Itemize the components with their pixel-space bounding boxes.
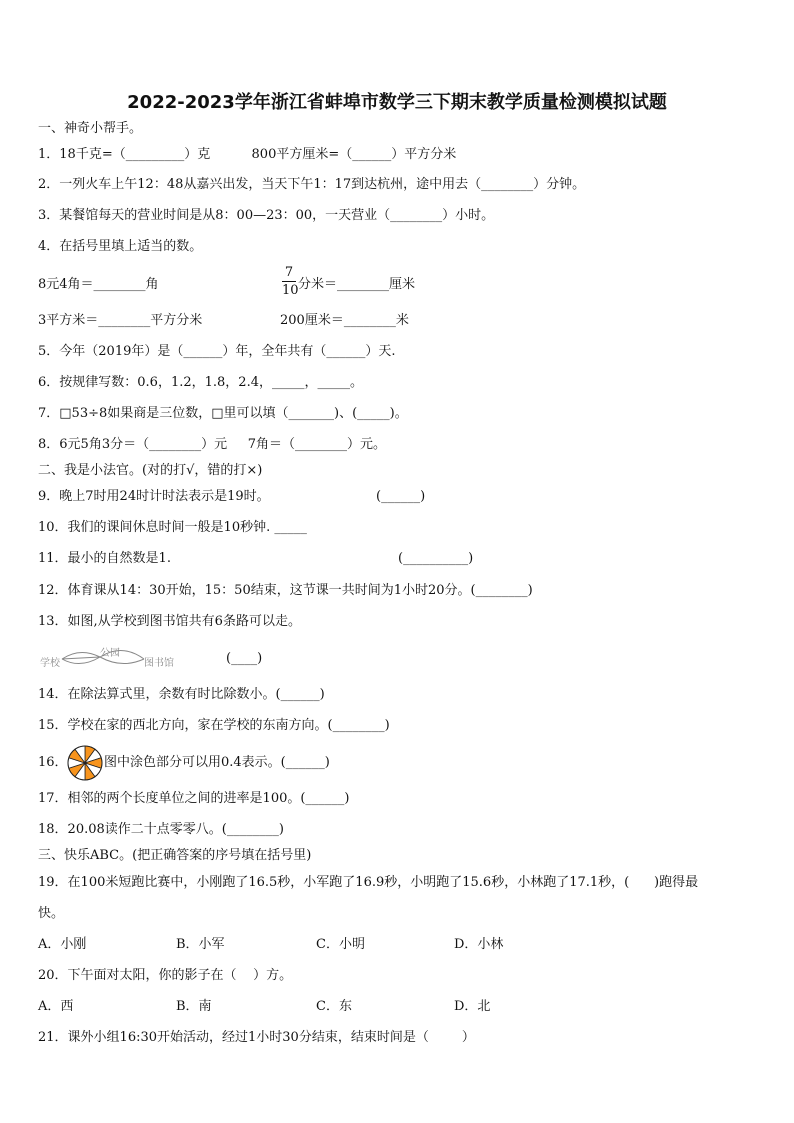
question-3: 3．某餐馆每天的营业时间是从8：00—23：00，一天营业（________）小时。: [38, 208, 495, 223]
question-5: 5．今年（2019年）是（______）年，全年共有（______）天.: [38, 344, 396, 359]
question-13-answer: (____): [226, 651, 263, 666]
question-4c: 3平方米＝________平方分米: [38, 313, 203, 328]
question-20-option-a: A．西: [38, 999, 74, 1014]
question-1: 1．18千克=（_________）克 800平方厘米=（______）平方分米: [38, 147, 457, 162]
question-20: 20．下午面对太阳，你的影子在（ ）方。: [38, 968, 293, 983]
question-19-option-a: A．小刚: [38, 937, 87, 952]
map-label-park: 公园: [100, 648, 120, 659]
question-11: 11．最小的自然数是1.: [38, 551, 171, 566]
question-8: 8．6元5角3分＝（________）元 7角＝（________）元。: [38, 437, 387, 452]
question-15: 15．学校在家的西北方向，家在学校的东南方向。(________): [38, 718, 390, 733]
section-1-heading: 一、神奇小帮手。: [38, 121, 143, 136]
question-19-option-d: D．小林: [454, 937, 504, 952]
question-14: 14．在除法算式里，余数有时比除数小。(______): [38, 687, 325, 702]
question-21: 21．课外小组16:30开始活动，经过1小时30分结束，结束时间是（ ）: [38, 1030, 475, 1045]
question-4: 4．在括号里填上适当的数。: [38, 239, 203, 254]
question-19-continued: 快。: [38, 906, 65, 921]
question-7: 7．□53÷8如果商是三位数，□里可以填（_______)、(_____)。: [38, 406, 408, 421]
question-11-answer: (__________): [398, 551, 474, 566]
map-label-school: 学校: [40, 658, 60, 669]
fraction-7-10: [282, 265, 299, 298]
question-6: 6．按规律写数：0.6，1.2，1.8，2.4，_____，_____。: [38, 375, 363, 390]
section-2-heading: 二、我是小法官。(对的打√，错的打×): [38, 463, 263, 478]
question-18: 18．20.08读作二十点零零八。(________): [38, 822, 284, 837]
question-4b: 分米＝________厘米: [298, 277, 416, 292]
question-13: 13．如图,从学校到图书馆共有6条路可以走。: [38, 614, 301, 629]
page-title: 2022-2023学年浙江省蚌埠市数学三下期末教学质量检测模拟试题: [127, 92, 667, 113]
question-19-option-b: B．小军: [176, 937, 225, 952]
question-16-number: 16．: [38, 755, 68, 770]
question-20-option-d: D．北: [454, 999, 491, 1014]
question-12: 12．体育课从14：30开始，15：50结束，这节课一共时间为1小时20分。(________): [38, 583, 533, 598]
fraction-bar: [282, 281, 296, 282]
question-4d: 200厘米＝________米: [280, 313, 409, 328]
question-20-option-c: C．东: [316, 999, 352, 1014]
question-9-answer: (______): [376, 489, 426, 504]
fraction-denominator: 10: [282, 283, 299, 298]
question-19-option-c: C．小明: [316, 937, 365, 952]
question-2: 2．一列火车上午12：48从嘉兴出发，当天下午1：17到达杭州，途中用去（________）分钟。: [38, 177, 586, 192]
pie-circle-figure: [66, 744, 104, 782]
question-17: 17．相邻的两个长度单位之间的进率是100。(______): [38, 791, 350, 806]
section-3-heading: 三、快乐ABC。(把正确答案的序号填在括号里): [38, 848, 312, 863]
question-16: 图中涂色部分可以用0.4表示。(______): [104, 755, 330, 770]
map-label-library: 图书馆: [144, 658, 174, 669]
question-20-option-b: B．南: [176, 999, 212, 1014]
question-10: 10．我们的课间休息时间一般是10秒钟. _____: [38, 520, 307, 535]
route-lines: [60, 645, 148, 671]
question-19: 19．在100米短跑比赛中，小刚跑了16.5秒，小军跑了16.9秒，小明跑了15.6秒，小林跑了17.1秒，( )跑得最: [38, 875, 699, 890]
fraction-numerator: 7: [284, 265, 294, 280]
question-4a: 8元4角＝________角: [38, 277, 159, 292]
question-9: 9．晚上7时用24时计时法表示是19时。: [38, 489, 270, 504]
